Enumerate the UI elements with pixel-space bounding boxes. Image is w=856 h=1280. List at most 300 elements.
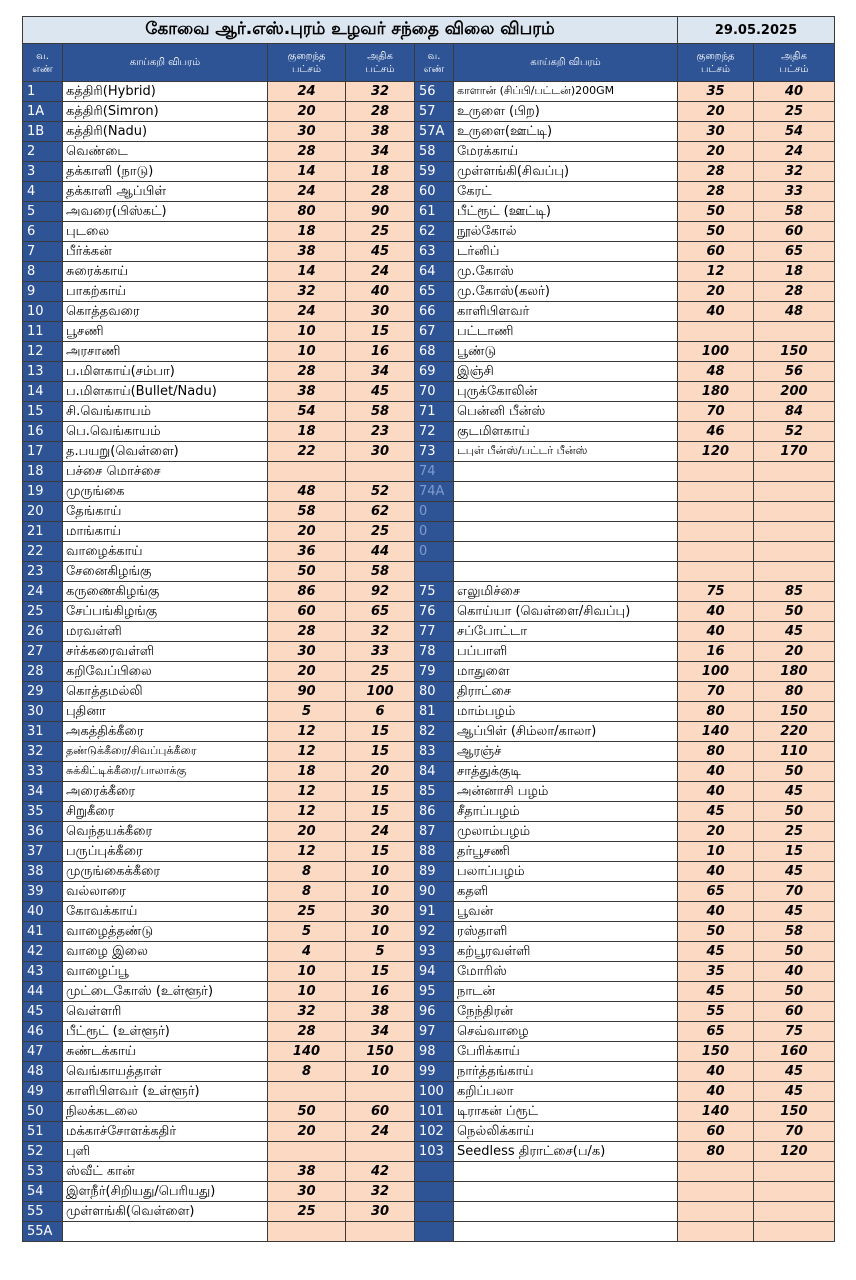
max-price: 6 bbox=[346, 702, 415, 722]
min-price: 28 bbox=[268, 1022, 346, 1042]
serial-number: 59 bbox=[415, 162, 454, 182]
serial-number: 52 bbox=[23, 1142, 63, 1162]
table-row bbox=[23, 542, 835, 562]
serial-number: 1B bbox=[23, 122, 63, 142]
serial-number: 43 bbox=[23, 962, 63, 982]
item-name: அகத்திக்கீரை bbox=[63, 722, 268, 742]
min-price: 10 bbox=[268, 322, 346, 342]
min-price bbox=[678, 542, 754, 562]
serial-number: 82 bbox=[415, 722, 454, 742]
item-name: பலாப்பழம் bbox=[454, 862, 678, 882]
min-price: 20 bbox=[268, 822, 346, 842]
item-name: அரைக்கீரை bbox=[63, 782, 268, 802]
serial-number bbox=[415, 562, 454, 582]
max-price: 10 bbox=[346, 862, 415, 882]
item-name: ஸ்வீட் கான் bbox=[63, 1162, 268, 1182]
min-price: 120 bbox=[678, 442, 754, 462]
max-price: 50 bbox=[754, 802, 835, 822]
serial-number: 9 bbox=[23, 282, 63, 302]
min-price: 30 bbox=[268, 1182, 346, 1202]
max-price: 15 bbox=[346, 722, 415, 742]
table-row bbox=[23, 582, 835, 602]
serial-number: 38 bbox=[23, 862, 63, 882]
max-price: 58 bbox=[346, 402, 415, 422]
min-price: 12 bbox=[268, 842, 346, 862]
table-row bbox=[23, 1202, 835, 1222]
max-price: 85 bbox=[754, 582, 835, 602]
max-price: 58 bbox=[346, 562, 415, 582]
item-name: புதினா bbox=[63, 702, 268, 722]
serial-number bbox=[415, 1222, 454, 1242]
item-name: சுக்கிட்டிக்கீரை/பாலாக்கு bbox=[63, 762, 268, 782]
item-name: முள்ளங்கி(வெள்ளை) bbox=[63, 1202, 268, 1222]
item-name: சேனைகிழங்கு bbox=[63, 562, 268, 582]
max-price: 40 bbox=[754, 962, 835, 982]
serial-number: 94 bbox=[415, 962, 454, 982]
serial-number: 0 bbox=[415, 502, 454, 522]
max-price: 84 bbox=[754, 402, 835, 422]
serial-number: 91 bbox=[415, 902, 454, 922]
min-price: 10 bbox=[268, 962, 346, 982]
table-row bbox=[23, 262, 835, 282]
item-name: வெந்தயக்கீரை bbox=[63, 822, 268, 842]
table-row bbox=[23, 682, 835, 702]
serial-number: 20 bbox=[23, 502, 63, 522]
max-price: 70 bbox=[754, 882, 835, 902]
page-title: கோவை ஆர்.எஸ்.புரம் உழவர் சந்தை விலை விபரம் bbox=[23, 17, 678, 44]
table-row bbox=[23, 382, 835, 402]
serial-number: 69 bbox=[415, 362, 454, 382]
max-price: 15 bbox=[346, 322, 415, 342]
table-row bbox=[23, 82, 835, 102]
max-price: 10 bbox=[346, 882, 415, 902]
serial-number: 22 bbox=[23, 542, 63, 562]
item-name: டர்னிப் bbox=[454, 242, 678, 262]
serial-number: 13 bbox=[23, 362, 63, 382]
min-price: 40 bbox=[678, 1062, 754, 1082]
max-price: 32 bbox=[346, 1182, 415, 1202]
item-name: புடலை bbox=[63, 222, 268, 242]
max-price: 33 bbox=[346, 642, 415, 662]
serial-number: 95 bbox=[415, 982, 454, 1002]
serial-number: 33 bbox=[23, 762, 63, 782]
min-price: 25 bbox=[268, 1202, 346, 1222]
serial-number: 67 bbox=[415, 322, 454, 342]
serial-number: 44 bbox=[23, 982, 63, 1002]
item-name: சிறுகீரை bbox=[63, 802, 268, 822]
min-price: 5 bbox=[268, 702, 346, 722]
max-price: 58 bbox=[754, 202, 835, 222]
item-name: தண்டுக்கீரை/சிவப்புக்கீரை bbox=[63, 742, 268, 762]
serial-number: 97 bbox=[415, 1022, 454, 1042]
table-row bbox=[23, 642, 835, 662]
min-price: 22 bbox=[268, 442, 346, 462]
max-price: 100 bbox=[346, 682, 415, 702]
max-price bbox=[754, 322, 835, 342]
min-price: 24 bbox=[268, 182, 346, 202]
item-name: தக்காளி (நாடு) bbox=[63, 162, 268, 182]
serial-number: 84 bbox=[415, 762, 454, 782]
serial-number: 36 bbox=[23, 822, 63, 842]
item-name: சர்க்கரைவள்ளி bbox=[63, 642, 268, 662]
min-price bbox=[678, 1222, 754, 1242]
item-name: நாடன் bbox=[454, 982, 678, 1002]
max-price bbox=[754, 462, 835, 482]
item-name: சேப்பங்கிழங்கு bbox=[63, 602, 268, 622]
serial-number: 74A bbox=[415, 482, 454, 502]
serial-number: 49 bbox=[23, 1082, 63, 1102]
item-name: கறிப்பலா bbox=[454, 1082, 678, 1102]
serial-number: 45 bbox=[23, 1002, 63, 1022]
min-price: 140 bbox=[678, 1102, 754, 1122]
max-price: 65 bbox=[754, 242, 835, 262]
min-price: 65 bbox=[678, 1022, 754, 1042]
table-row bbox=[23, 402, 835, 422]
item-name: உருளை (பிற) bbox=[454, 102, 678, 122]
item-name bbox=[454, 562, 678, 582]
item-name: பென்னி பீன்ஸ் bbox=[454, 402, 678, 422]
max-price: 24 bbox=[346, 822, 415, 842]
serial-number: 5 bbox=[23, 202, 63, 222]
item-name: ப.மிளகாய்(Bullet/Nadu) bbox=[63, 382, 268, 402]
min-price: 38 bbox=[268, 242, 346, 262]
max-price: 80 bbox=[754, 682, 835, 702]
min-price: 12 bbox=[268, 742, 346, 762]
serial-number: 87 bbox=[415, 822, 454, 842]
min-price: 36 bbox=[268, 542, 346, 562]
max-price: 32 bbox=[754, 162, 835, 182]
min-price: 40 bbox=[678, 782, 754, 802]
max-price: 28 bbox=[346, 182, 415, 202]
max-price: 24 bbox=[346, 262, 415, 282]
min-price: 70 bbox=[678, 682, 754, 702]
serial-number: 41 bbox=[23, 922, 63, 942]
max-price: 34 bbox=[346, 1022, 415, 1042]
serial-number: 73 bbox=[415, 442, 454, 462]
item-name: நேந்திரன் bbox=[454, 1002, 678, 1022]
item-name: கத்திரி(Hybrid) bbox=[63, 82, 268, 102]
max-price: 33 bbox=[754, 182, 835, 202]
table-row bbox=[23, 342, 835, 362]
max-price-header: அதிக பட்சம் bbox=[346, 44, 415, 82]
item-name: பூசணி bbox=[63, 322, 268, 342]
item-name: மக்காச்சோளக்கதிர் bbox=[63, 1122, 268, 1142]
max-price: 54 bbox=[754, 122, 835, 142]
min-price bbox=[678, 1162, 754, 1182]
item-name: பீர்க்கன் bbox=[63, 242, 268, 262]
max-price: 32 bbox=[346, 622, 415, 642]
serial-number: 2 bbox=[23, 142, 63, 162]
item-name: திராட்சை bbox=[454, 682, 678, 702]
item-name: பூண்டு bbox=[454, 342, 678, 362]
item-name: கொத்தமல்லி bbox=[63, 682, 268, 702]
max-price: 38 bbox=[346, 122, 415, 142]
item-name: ரஸ்தாளி bbox=[454, 922, 678, 942]
serial-number: 37 bbox=[23, 842, 63, 862]
item-name: வாழை இலை bbox=[63, 942, 268, 962]
table-row bbox=[23, 122, 835, 142]
serial-number: 18 bbox=[23, 462, 63, 482]
max-price: 50 bbox=[754, 982, 835, 1002]
item-name: பூவன் bbox=[454, 902, 678, 922]
max-price: 150 bbox=[754, 342, 835, 362]
max-price: 42 bbox=[346, 1162, 415, 1182]
min-price: 28 bbox=[678, 182, 754, 202]
serial-number: 79 bbox=[415, 662, 454, 682]
serial-number bbox=[415, 1202, 454, 1222]
max-price: 23 bbox=[346, 422, 415, 442]
min-price: 16 bbox=[678, 642, 754, 662]
min-price: 5 bbox=[268, 922, 346, 942]
serial-number: 34 bbox=[23, 782, 63, 802]
max-price: 50 bbox=[754, 942, 835, 962]
min-price: 18 bbox=[268, 222, 346, 242]
max-price: 62 bbox=[346, 502, 415, 522]
min-price: 30 bbox=[678, 122, 754, 142]
max-price: 16 bbox=[346, 342, 415, 362]
max-price: 28 bbox=[754, 282, 835, 302]
max-price: 52 bbox=[346, 482, 415, 502]
min-price: 75 bbox=[678, 582, 754, 602]
max-price: 15 bbox=[754, 842, 835, 862]
column-header-row bbox=[23, 44, 835, 82]
max-price bbox=[754, 1182, 835, 1202]
min-price: 32 bbox=[268, 1002, 346, 1022]
min-price: 100 bbox=[678, 342, 754, 362]
max-price: 150 bbox=[754, 702, 835, 722]
min-price: 8 bbox=[268, 1062, 346, 1082]
serial-number: 58 bbox=[415, 142, 454, 162]
item-name: நூல்கோல் bbox=[454, 222, 678, 242]
item-name: செவ்வாழை bbox=[454, 1022, 678, 1042]
min-price: 80 bbox=[678, 702, 754, 722]
item-name: நார்த்தங்காய் bbox=[454, 1062, 678, 1082]
report-date: 29.05.2025 bbox=[678, 17, 835, 44]
serial-number: 103 bbox=[415, 1142, 454, 1162]
min-price: 40 bbox=[678, 602, 754, 622]
item-name bbox=[454, 542, 678, 562]
max-price: 25 bbox=[346, 222, 415, 242]
serial-number: 12 bbox=[23, 342, 63, 362]
table-row bbox=[23, 1082, 835, 1102]
max-price: 52 bbox=[754, 422, 835, 442]
item-name: மோரிஸ் bbox=[454, 962, 678, 982]
min-price: 48 bbox=[268, 482, 346, 502]
serial-number: 92 bbox=[415, 922, 454, 942]
table-row bbox=[23, 202, 835, 222]
item-name: மு.கோஸ்(கலர்) bbox=[454, 282, 678, 302]
serial-number: 1 bbox=[23, 82, 63, 102]
serial-number: 32 bbox=[23, 742, 63, 762]
item-name: பாகற்காய் bbox=[63, 282, 268, 302]
item-name: கற்பூரவள்ளி bbox=[454, 942, 678, 962]
serial-number: 15 bbox=[23, 402, 63, 422]
item-name: சப்போட்டா bbox=[454, 622, 678, 642]
max-price: 56 bbox=[754, 362, 835, 382]
serial-number: 101 bbox=[415, 1102, 454, 1122]
max-price: 28 bbox=[346, 102, 415, 122]
min-price: 60 bbox=[268, 602, 346, 622]
min-price: 24 bbox=[268, 302, 346, 322]
item-name: முருங்கை bbox=[63, 482, 268, 502]
serial-number: 63 bbox=[415, 242, 454, 262]
min-price: 150 bbox=[678, 1042, 754, 1062]
item-name: கத்திரி(Simron) bbox=[63, 102, 268, 122]
item-name: உருளை(ஊட்டி) bbox=[454, 122, 678, 142]
serial-number: 66 bbox=[415, 302, 454, 322]
max-price: 45 bbox=[346, 242, 415, 262]
item-name: டிராகன் ப்ரூட் bbox=[454, 1102, 678, 1122]
item-name: மாங்காய் bbox=[63, 522, 268, 542]
min-price: 38 bbox=[268, 382, 346, 402]
max-price: 15 bbox=[346, 802, 415, 822]
min-price: 18 bbox=[268, 762, 346, 782]
serial-number: 11 bbox=[23, 322, 63, 342]
table-row bbox=[23, 302, 835, 322]
serial-number: 71 bbox=[415, 402, 454, 422]
max-price: 38 bbox=[346, 1002, 415, 1022]
serial-number: 65 bbox=[415, 282, 454, 302]
max-price: 75 bbox=[754, 1022, 835, 1042]
min-price: 28 bbox=[268, 622, 346, 642]
table-row bbox=[23, 782, 835, 802]
serial-number: 55A bbox=[23, 1222, 63, 1242]
serial-number: 29 bbox=[23, 682, 63, 702]
max-price bbox=[346, 1142, 415, 1162]
min-price: 12 bbox=[268, 722, 346, 742]
min-price: 35 bbox=[678, 82, 754, 102]
serial-number: 99 bbox=[415, 1062, 454, 1082]
max-price: 10 bbox=[346, 1062, 415, 1082]
max-price: 18 bbox=[346, 162, 415, 182]
item-name: ப.மிளகாய்(சம்பா) bbox=[63, 362, 268, 382]
item-name: முட்டைகோஸ் (உள்ளூர்) bbox=[63, 982, 268, 1002]
item-name bbox=[63, 1222, 268, 1242]
item-name: தேங்காய் bbox=[63, 502, 268, 522]
min-price: 180 bbox=[678, 382, 754, 402]
serial-number: 74 bbox=[415, 462, 454, 482]
min-price bbox=[678, 1202, 754, 1222]
min-price: 48 bbox=[678, 362, 754, 382]
min-price: 12 bbox=[268, 802, 346, 822]
item-name: வாழைத்தண்டு bbox=[63, 922, 268, 942]
table-row bbox=[23, 1222, 835, 1242]
min-price: 140 bbox=[268, 1042, 346, 1062]
min-price bbox=[678, 502, 754, 522]
min-price: 24 bbox=[268, 82, 346, 102]
serial-number: 3 bbox=[23, 162, 63, 182]
table-row bbox=[23, 242, 835, 262]
min-price: 40 bbox=[678, 762, 754, 782]
max-price: 25 bbox=[754, 102, 835, 122]
serial-number: 4 bbox=[23, 182, 63, 202]
min-price: 14 bbox=[268, 162, 346, 182]
table-row bbox=[23, 162, 835, 182]
min-price: 32 bbox=[268, 282, 346, 302]
item-name: மேரக்காய் bbox=[454, 142, 678, 162]
serial-number: 78 bbox=[415, 642, 454, 662]
min-price: 20 bbox=[268, 662, 346, 682]
serial-number: 55 bbox=[23, 1202, 63, 1222]
item-name: Seedless திராட்சை(ப/க) bbox=[454, 1142, 678, 1162]
min-price: 60 bbox=[678, 242, 754, 262]
item-name: சி.வெங்காயம் bbox=[63, 402, 268, 422]
item-name: சுரைக்காய் bbox=[63, 262, 268, 282]
table-row bbox=[23, 422, 835, 442]
min-price: 35 bbox=[678, 962, 754, 982]
max-price: 5 bbox=[346, 942, 415, 962]
item-name: மரவள்ளி bbox=[63, 622, 268, 642]
max-price bbox=[754, 502, 835, 522]
price-sheet bbox=[22, 16, 834, 1242]
max-price: 15 bbox=[346, 962, 415, 982]
table-row bbox=[23, 902, 835, 922]
max-price: 120 bbox=[754, 1142, 835, 1162]
item-name: மாதுளை bbox=[454, 662, 678, 682]
serial-number: 23 bbox=[23, 562, 63, 582]
serial-number: 39 bbox=[23, 882, 63, 902]
min-price: 12 bbox=[678, 262, 754, 282]
max-price: 15 bbox=[346, 782, 415, 802]
item-name: அரசாணி bbox=[63, 342, 268, 362]
min-price: 14 bbox=[268, 262, 346, 282]
max-price: 40 bbox=[754, 82, 835, 102]
item-name: தர்பூசணி bbox=[454, 842, 678, 862]
item-name bbox=[454, 1162, 678, 1182]
item-name: ஆப்பிள் (சிம்லா/காலா) bbox=[454, 722, 678, 742]
max-price: 30 bbox=[346, 1202, 415, 1222]
item-name: சீதாப்பழம் bbox=[454, 802, 678, 822]
serial-number: 57A bbox=[415, 122, 454, 142]
serial-number: 64 bbox=[415, 262, 454, 282]
serial-number: 6 bbox=[23, 222, 63, 242]
serial-number: 93 bbox=[415, 942, 454, 962]
max-price bbox=[754, 482, 835, 502]
min-price: 100 bbox=[678, 662, 754, 682]
item-name: மாம்பழம் bbox=[454, 702, 678, 722]
max-price: 110 bbox=[754, 742, 835, 762]
title-row bbox=[23, 17, 835, 44]
item-name: எலுமிச்சை bbox=[454, 582, 678, 602]
max-price: 20 bbox=[754, 642, 835, 662]
min-price: 18 bbox=[268, 422, 346, 442]
min-price: 8 bbox=[268, 862, 346, 882]
min-price: 80 bbox=[678, 742, 754, 762]
table-row bbox=[23, 722, 835, 742]
item-name: கொய்யா (வெள்ளை/சிவப்பு) bbox=[454, 602, 678, 622]
max-price: 45 bbox=[754, 1062, 835, 1082]
min-price: 140 bbox=[678, 722, 754, 742]
min-price: 80 bbox=[268, 202, 346, 222]
table-row bbox=[23, 802, 835, 822]
item-name bbox=[454, 1202, 678, 1222]
table-row bbox=[23, 862, 835, 882]
table-row bbox=[23, 1182, 835, 1202]
item-name: குடமிளகாய் bbox=[454, 422, 678, 442]
max-price bbox=[754, 1202, 835, 1222]
serial-number: 28 bbox=[23, 662, 63, 682]
min-price: 20 bbox=[268, 1122, 346, 1142]
serial-number: 27 bbox=[23, 642, 63, 662]
max-price: 24 bbox=[346, 1122, 415, 1142]
serial-number: 26 bbox=[23, 622, 63, 642]
min-price: 46 bbox=[678, 422, 754, 442]
max-price: 10 bbox=[346, 922, 415, 942]
item-name: பீட்ரூட் (உள்ளூர்) bbox=[63, 1022, 268, 1042]
table-row bbox=[23, 182, 835, 202]
max-price bbox=[754, 542, 835, 562]
min-price: 70 bbox=[678, 402, 754, 422]
